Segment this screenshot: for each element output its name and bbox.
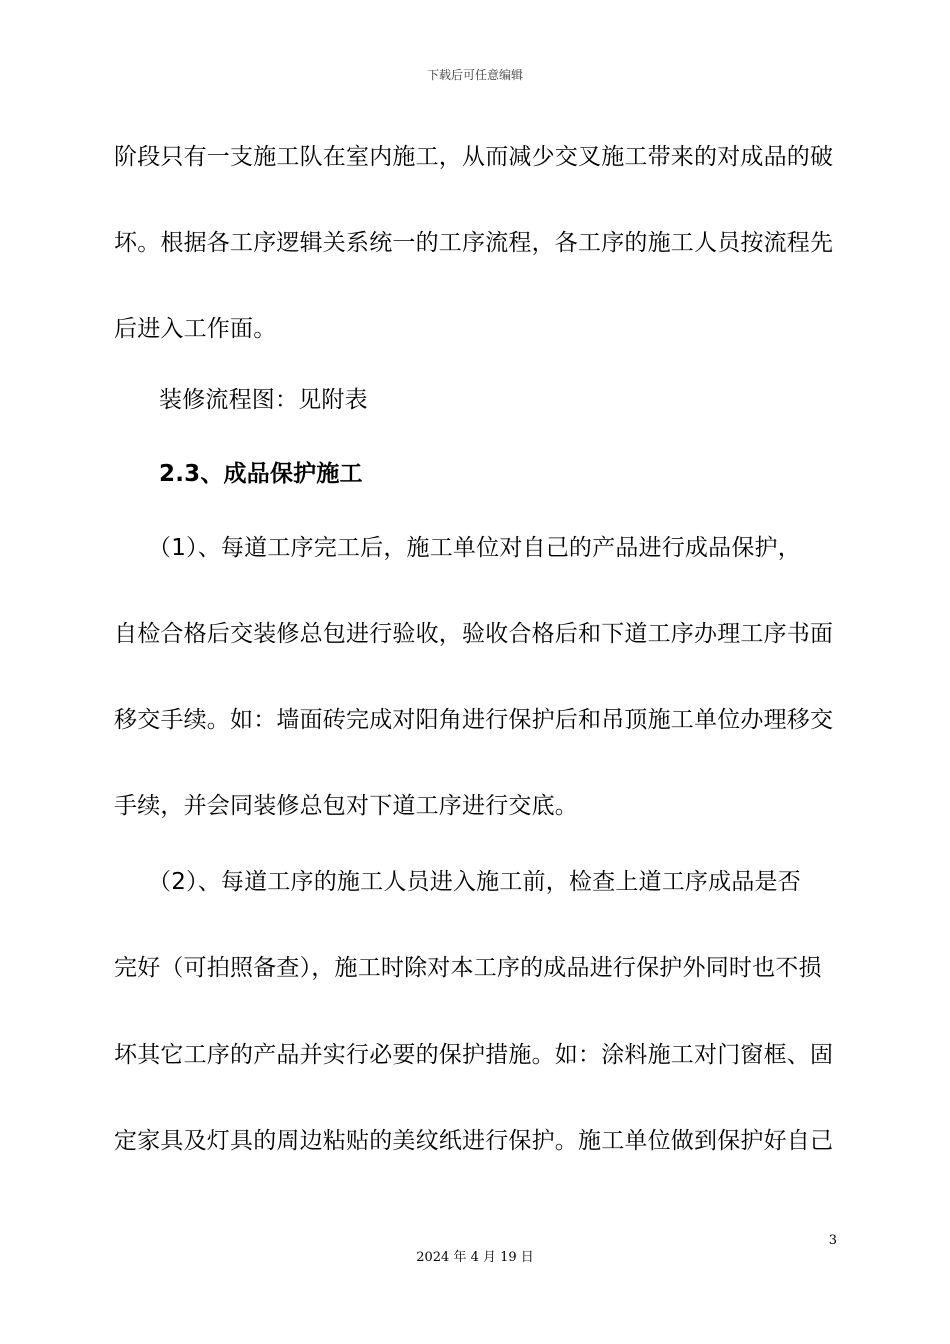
body-line: 装修流程图：见附表 bbox=[159, 387, 368, 413]
body-line: 自检合格后交装修总包进行验收，验收合格后和下道工序办理工序书面 bbox=[114, 621, 834, 647]
body-line: 手续，并会同装修总包对下道工序进行交底。 bbox=[114, 793, 578, 819]
body-line: 移交手续。如：墙面砖完成对阳角进行保护后和吊顶施工单位办理移交 bbox=[114, 707, 834, 733]
page-number: 3 bbox=[828, 1233, 837, 1248]
body-line: 后进入工作面。 bbox=[114, 316, 277, 342]
body-line: 完好（可拍照备查），施工时除对本工序的成品进行保护外同时也不损 bbox=[114, 955, 822, 981]
body-line: 定家具及灯具的周边粘贴的美纹纸进行保护。施工单位做到保护好自己 bbox=[114, 1128, 834, 1154]
body-line: （1）、每道工序完工后，施工单位对自己的产品进行成品保护， bbox=[148, 535, 801, 561]
body-line: 阶段只有一支施工队在室内施工，从而减少交叉施工带来的对成品的破 bbox=[114, 144, 834, 170]
body-line: 坏其它工序的产品并实行必要的保护措施。如：涂料施工对门窗框、固 bbox=[114, 1042, 834, 1068]
footer-date: 2024 年 4 月 19 日 bbox=[416, 1250, 534, 1265]
section-heading: 2.3、成品保护施工 bbox=[159, 461, 363, 487]
body-line: （2）、每道工序的施工人员进入施工前，检查上道工序成品是否 bbox=[148, 869, 801, 895]
page-header: 下载后可任意编辑 bbox=[426, 68, 523, 82]
body-line: 坏。根据各工序逻辑关系统一的工序流程，各工序的施工人员按流程先 bbox=[114, 230, 834, 256]
